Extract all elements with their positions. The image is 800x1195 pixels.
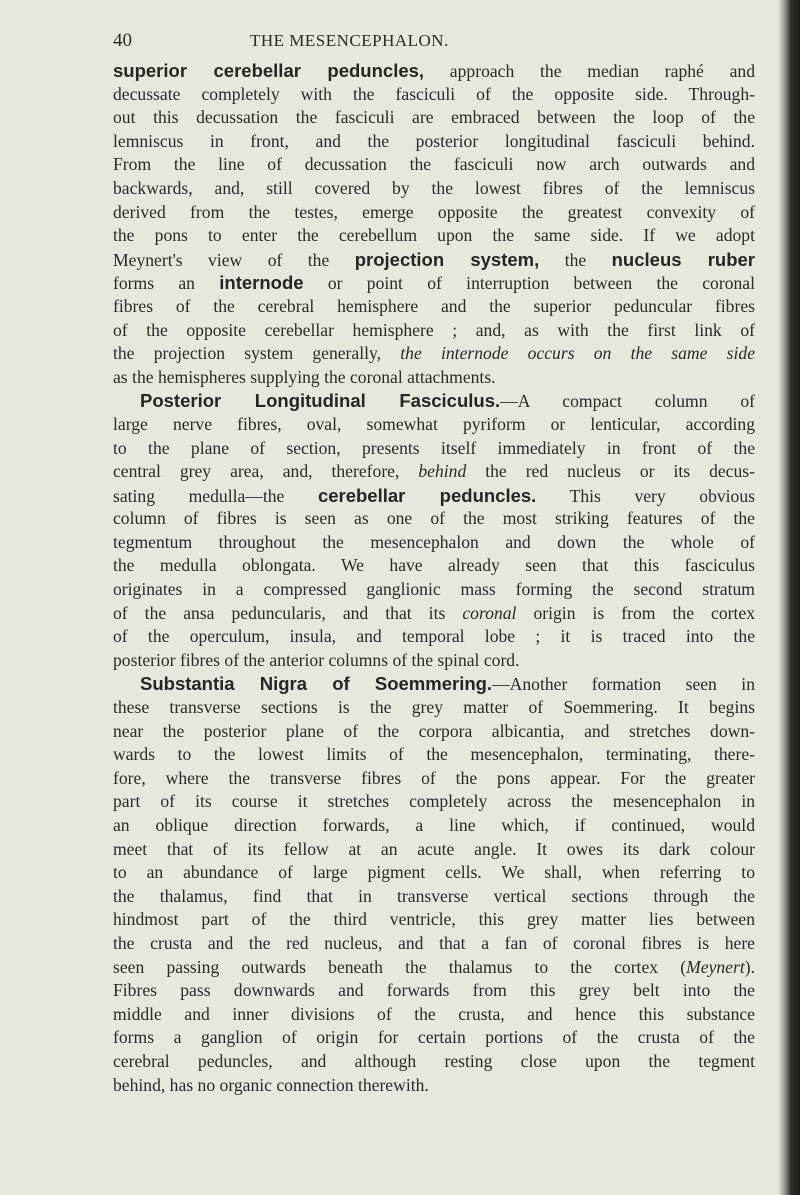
text-run: the red nucleus or its decus- <box>466 461 755 482</box>
text-line <box>113 295 755 319</box>
text-run: fore, where the transverse fibres of the pons appear. For the greater <box>113 767 755 788</box>
text-line <box>113 1050 755 1074</box>
text-run: originates in a compressed ganglionic mass forming the second stratum <box>113 579 755 600</box>
text-run: the thalamus, find that in transverse vertical sections through the <box>113 885 755 906</box>
text-run: behind, has no organic connection therewith. <box>113 1074 429 1095</box>
text-run: posterior fibres of the anterior columns of the spinal cord. <box>113 649 520 670</box>
text-run: the crusta and the red nucleus, and that a fan of coronal fibres is here <box>113 932 755 953</box>
text-run: the <box>539 249 612 270</box>
text-line <box>113 224 755 248</box>
text-run: the projection system generally, <box>113 343 401 364</box>
text-line <box>113 342 755 366</box>
text-run: middle and inner divisions of the crusta, and hence this substance <box>113 1003 755 1024</box>
bold-heading-term: nucleus ruber <box>611 248 756 270</box>
text-run: hindmost part of the third ventricle, this grey matter lies between <box>113 909 755 930</box>
text-run: large nerve fibres, oval, somewhat pyriform or lenticular, according <box>113 413 755 434</box>
text-run: ). <box>744 956 755 977</box>
text-run: tegmentum throughout the mesencephalon and down the whole of <box>113 531 755 552</box>
text-run: of the operculum, insula, and temporal lobe ; it is traced into the <box>113 626 755 647</box>
text-line <box>113 1026 755 1050</box>
bold-heading-term: cerebellar peduncles. <box>317 484 537 506</box>
text-line <box>113 106 755 130</box>
text-line <box>113 696 755 720</box>
text-run: lemniscus in front, and the posterior longitudinal fasciculi behind. <box>113 130 755 151</box>
bold-heading-term: internode <box>219 272 304 294</box>
text-run: approach the median raphé and <box>424 61 756 81</box>
text-line <box>113 720 755 744</box>
text-line <box>113 59 755 83</box>
text-line <box>113 130 755 154</box>
text-line <box>113 979 755 1003</box>
text-line <box>113 602 755 626</box>
text-run: backwards, and, still covered by the lowest fibres of the lemniscus <box>113 177 755 198</box>
text-line <box>113 1003 755 1027</box>
text-line <box>113 366 755 390</box>
text-run: out this decussation the fasciculi are embraced between the loop of the <box>113 107 755 128</box>
text-run: cerebral peduncles, and although resting close upon the tegment <box>113 1050 755 1071</box>
text-run: or point of interruption between the coronal <box>303 273 755 294</box>
text-line <box>113 767 755 791</box>
text-line <box>113 437 755 461</box>
page-binding-shadow <box>778 0 800 1195</box>
text-run: From the line of decussation the fasciculi now arch outwards and <box>113 154 755 175</box>
text-line <box>113 271 755 295</box>
text-run: decussate completely with the fasciculi of the opposite side. Through- <box>113 83 755 104</box>
text-run: an oblique direction forwards, a line which, if continued, would <box>113 815 755 835</box>
text-run: wards to the lowest limits of the mesencephalon, terminating, there- <box>113 744 755 765</box>
page-number: 40 <box>113 30 132 51</box>
text-run: of the opposite cerebellar hemisphere ; and, as with the first link of <box>113 319 755 340</box>
text-run: these transverse sections is the grey matter of Soemmering. It begins <box>113 697 755 718</box>
text-run: fibres of the cerebral hemisphere and the superior peduncular fibres <box>113 295 755 316</box>
running-header <box>113 30 753 54</box>
text-line <box>113 507 755 531</box>
text-run: part of its course it stretches completely across the mesencephalon in <box>113 791 755 812</box>
italic-text: coronal <box>462 602 517 623</box>
text-line <box>113 413 755 437</box>
text-run: as the hemispheres supplying the coronal attachments. <box>113 366 496 387</box>
italic-text: the internode occurs on the same side <box>400 343 755 364</box>
text-line <box>113 1074 755 1098</box>
text-line <box>113 625 755 649</box>
text-line <box>113 248 755 272</box>
bold-heading-term: Substantia Nigra of Soemmering. <box>140 673 493 695</box>
text-run: the medulla oblongata. We have already seen that this fasciculus <box>113 555 755 576</box>
text-line <box>113 649 755 673</box>
text-line <box>113 908 755 932</box>
text-line <box>113 201 755 225</box>
text-line <box>113 319 755 343</box>
text-run: to an abundance of large pigment cells. We shall, when referring to <box>113 862 755 883</box>
text-line <box>113 389 755 413</box>
text-run: derived from the testes, emerge opposite the greatest convexity of <box>113 201 755 222</box>
text-line <box>113 932 755 956</box>
text-run: seen passing outwards beneath the thalamus to the cortex ( <box>113 956 687 977</box>
text-run: sating medulla—the <box>113 485 318 506</box>
text-line <box>113 861 755 885</box>
text-line <box>113 743 755 767</box>
bold-heading-term: superior cerebellar peduncles, <box>113 60 425 81</box>
text-line <box>113 578 755 602</box>
text-line <box>113 885 755 909</box>
text-run: central grey area, and, therefore, <box>113 461 419 482</box>
text-run: near the posterior plane of the corpora albicantia, and stretches down- <box>113 720 755 741</box>
text-line <box>113 554 755 578</box>
text-run: column of fibres is seen as one of the most striking features of the <box>113 508 755 529</box>
text-run: forms an <box>113 273 220 294</box>
text-run: meet that of its fellow at an acute angle. It owes its dark colour <box>113 838 755 859</box>
text-line <box>113 83 755 107</box>
text-line <box>113 531 755 555</box>
text-line <box>113 484 755 508</box>
text-line <box>113 672 755 696</box>
text-run: origin is from the cortex <box>516 602 756 623</box>
text-run: Meynert's view of the <box>113 249 355 270</box>
text-run: of the ansa peduncularis, and that its <box>113 602 463 623</box>
body-text <box>113 59 755 1097</box>
text-line <box>113 814 755 838</box>
italic-text: behind <box>418 461 467 482</box>
text-run: to the plane of section, presents itself immediately in front of the <box>113 437 755 458</box>
bold-heading-term: Posterior Longitudinal Fasciculus. <box>140 390 501 412</box>
text-line <box>113 153 755 177</box>
text-run: forms a ganglion of origin for certain portions of the crusta of the <box>113 1027 755 1048</box>
text-run: the pons to enter the cerebellum upon the same side. If we adopt <box>113 225 755 246</box>
text-run: —Another formation seen in <box>492 674 755 695</box>
text-run: —A compact column of <box>500 391 755 412</box>
running-title: THE MESENCEPHALON. <box>250 31 449 50</box>
text-line <box>113 790 755 814</box>
text-line <box>113 838 755 862</box>
text-line <box>113 956 755 980</box>
text-line <box>113 460 755 484</box>
italic-text: Meynert <box>686 956 745 977</box>
text-line <box>113 177 755 201</box>
text-run: Fibres pass downwards and forwards from this grey belt into the <box>113 980 755 1001</box>
text-run: This very obvious <box>536 485 755 506</box>
bold-heading-term: projection system, <box>354 248 540 270</box>
